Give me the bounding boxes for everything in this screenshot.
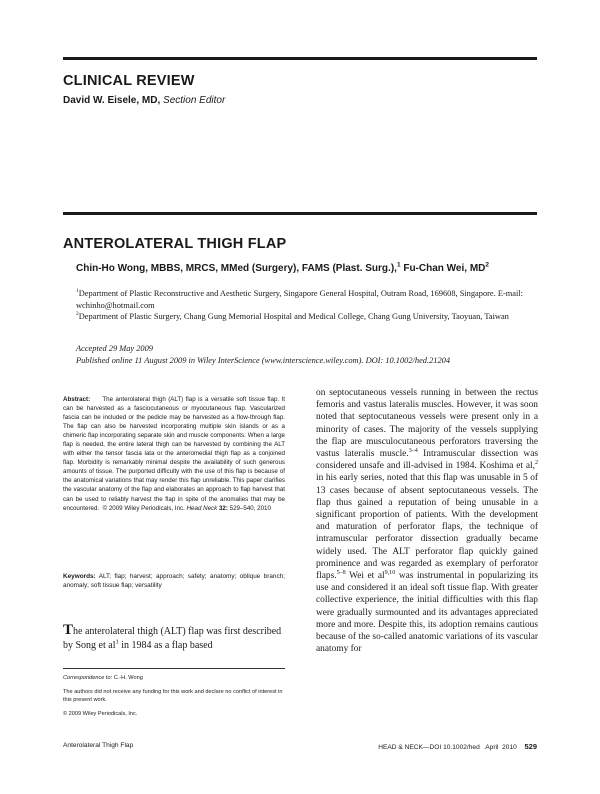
affiliation-1	[76, 288, 526, 311]
issue-month: April	[485, 744, 499, 751]
abstract-copyright: © 2009 Wiley Periodicals, Inc.	[102, 504, 185, 512]
keywords-text: ALT; flap; harvest; approach; safety; anatomy; oblique branch; anomaly; soft tissue flap; versatility	[63, 573, 285, 589]
section-title: CLINICAL REVIEW	[63, 73, 195, 89]
publication-dates	[76, 343, 450, 366]
author-2-affil-mark: 2	[485, 261, 489, 269]
citation-pages: 529–540, 2010	[229, 504, 271, 512]
author-1-affil-mark: 1	[396, 261, 401, 269]
ref-2: 2	[534, 460, 538, 467]
ref-9-10: 9,10	[384, 569, 396, 576]
right-text-5: was instrumental in popularizing its use and considered it an ideal soft tissue flap. With greater collective experience, the initial difficulties with this flap were gradually surmounted and its advantages appreciated more and more. Despite this, its adoption remains cautious because of the so-called anatomic variations of its vascular anatomy for	[316, 571, 538, 655]
abstract-label: Abstract:	[63, 396, 91, 403]
editor-role: Section Editor	[163, 95, 226, 106]
top-rule	[63, 57, 537, 60]
running-title: Anterolateral Thigh Flap	[63, 742, 134, 749]
intro-ref-1: 1	[115, 638, 119, 646]
issue-year: 2010	[502, 744, 517, 751]
citation-volume: 32:	[218, 504, 228, 512]
accepted-date: Accepted 29 May 2009	[76, 344, 153, 353]
correspondence-name: C.-H. Wong	[113, 675, 143, 681]
right-text-2: Intramuscular dissection was considered unsafe and ill-advised in 1984. Koshima et al,	[316, 449, 539, 472]
drop-cap: T	[63, 622, 74, 638]
footnote-rule	[63, 668, 285, 669]
page-number: 529	[524, 742, 537, 751]
affiliation-1-mark: 1	[76, 288, 79, 295]
affiliation-1-text: Department of Plastic Reconstructive and Aesthetic Surgery, Singapore General Hospital, Outram Road, 169608, Singapore. E-mail: wchinho@hotmail.com	[76, 289, 523, 310]
intro-text-1: he anterolateral thigh (ALT) flap was first described by Song et al	[63, 626, 282, 651]
footnotes	[63, 674, 285, 724]
author-2: Fu-Chan Wei, MD	[403, 263, 486, 274]
journal-doi: HEAD & NECK—DOI 10.1002/hed	[378, 744, 480, 751]
right-text-1: on septocutaneous vessels running in between the rectus femoris and vastus lateralis muscles. However, it was soon noted that septocutaneous vessels were present only in a minority of cases. The majority of the vessels supplying the flap are musculocutaneous perforators traversing the vastus lateralis muscle.	[316, 388, 538, 460]
right-column-text	[316, 387, 538, 655]
ref-3-4: 3–4	[408, 447, 418, 454]
correspondence-label: Correspondence to:	[63, 675, 113, 681]
citation-journal: Head Neck	[186, 504, 218, 512]
abstract-text: The anterolateral thigh (ALT) flap is a versatile soft tissue flap. It can be harvested as a fasciocutaneous or myocutaneous flap. Vascularized fascia can be included or the pedicle may be harvested as a flow-through flap. The flap can also be harvested incorporating multiple skin islands or as a chimeric flap incorporating separate skin and muscle components. When a large flap is needed, the entire lateral thigh can be harvested by combining the ALT with either the tensor fascia lata or the anteromedial thigh flap as a conjoined flap. Morbidity is remarkably minimal despite the availability of such generous amounts of tissue. The purported difficulty with the use of this flap is because of the anatomical variations that may render this flap unreliable. This paper clarifies the vascular anatomy of the flap and elaborates an approach to flap harvest that can be used to reliably harvest the flap in spite of the anomalies that may be encountered.	[63, 396, 285, 512]
affiliation-2-text: Department of Plastic Surgery, Chang Gung Memorial Hospital and Medical College, Chang Gung University, Taoyuan, Taiwan	[78, 312, 509, 321]
published-date: Published online 11 August 2009 in Wiley InterScience (www.interscience.wiley.com). DOI: 10.1002/hed.21204	[76, 355, 451, 365]
footnote-copyright: © 2009 Wiley Periodicals, Inc.	[63, 711, 138, 717]
right-text-4: Wei et al	[345, 571, 385, 582]
journal-info	[378, 742, 537, 751]
title-rule	[63, 212, 537, 215]
affiliation-2-mark: 2	[76, 311, 79, 318]
author-1: Chin-Ho Wong, MBBS, MRCS, MMed (Surgery), FAMS (Plast. Surg.),	[76, 263, 397, 274]
author-line	[76, 263, 489, 274]
section-editor	[63, 95, 225, 106]
ref-5-8: 5–8	[336, 569, 346, 576]
right-text-3: in his early series, noted that this flap was unusable in 5 of 13 cases because of absent septocutaneous vessels. The flap thus gained a reputation of being unusable in a significant proportion of patients. With the development and maturation of perforator flaps, the technique of intramuscular perforator dissection gradually became widely used. The ALT perforator flap quickly gained prominence and was regarded as exemplary of perforator flaps.	[316, 473, 538, 582]
article-title: ANTEROLATERAL THIGH FLAP	[63, 236, 287, 252]
intro-paragraph	[63, 624, 285, 652]
affiliation-2	[76, 311, 526, 323]
keywords-label: Keywords:	[63, 573, 96, 580]
keywords	[63, 572, 285, 590]
correspondence-note	[63, 674, 285, 682]
editor-name: David W. Eisele, MD,	[63, 95, 161, 106]
funding-note: The authors did not receive any funding for this work and declare no conflict of interest in this present work.	[63, 689, 283, 703]
abstract	[63, 395, 285, 513]
intro-text-2: in 1984 as a flap based	[118, 639, 213, 651]
